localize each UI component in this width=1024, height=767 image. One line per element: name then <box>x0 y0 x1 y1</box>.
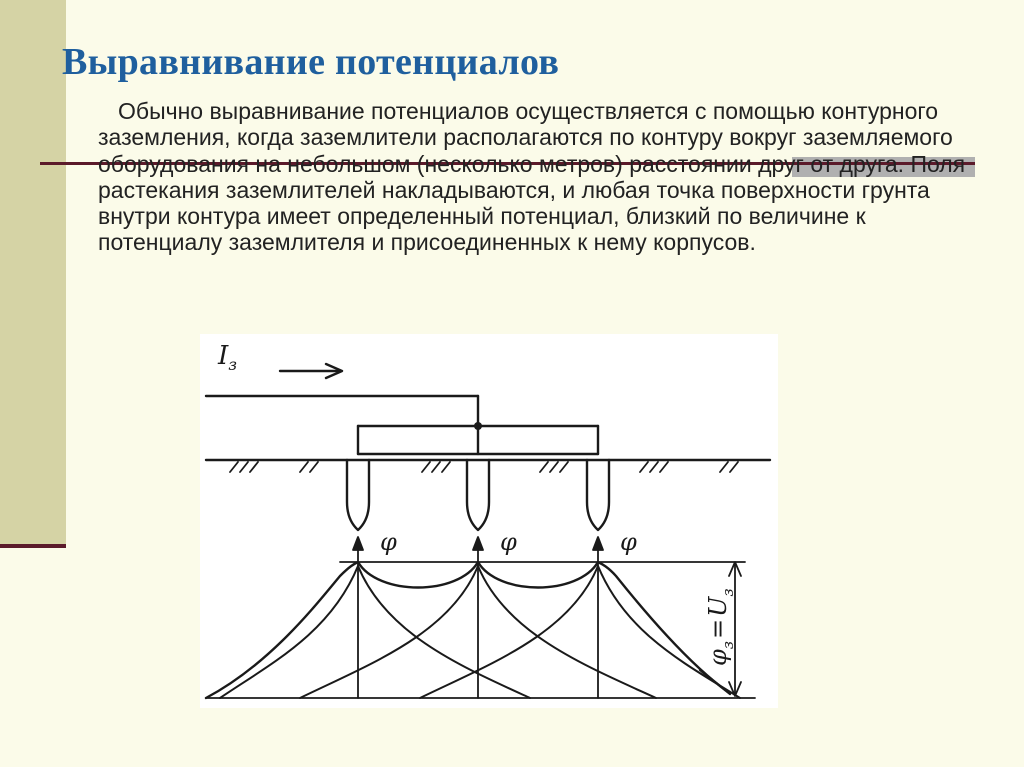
current-arrow <box>280 364 342 378</box>
left-accent-band <box>0 0 66 548</box>
left-band-rule <box>0 544 66 548</box>
feed-conductor <box>206 396 598 454</box>
phi-label-3: φ <box>620 528 637 556</box>
phi-z-equals-u-z-label: $\varphi_з=U_з$ <box>704 588 737 666</box>
electrode-3 <box>587 460 609 530</box>
resultant-potential-curve <box>206 562 728 698</box>
electrode-2 <box>467 460 489 530</box>
phi-label-2: φ <box>500 528 517 556</box>
potential-equalization-diagram <box>200 334 778 708</box>
electrode-1 <box>347 460 369 530</box>
phi-label-1: φ <box>380 528 397 556</box>
body-paragraph: Обычно выравнивание потенциалов осуществляется с помощью контурного заземления, когда заземлители располагаются по контуру вокруг заземляемого оборудования на небольшом (несколько метров) расстоянии друг от друга. Поля растекания заземлителей накладываются, и любая точка поверхности грунта внутри контура имеет определенный потенциал, близкий по величине к потенциалу заземлителя и присоединенных к нему корпусов. <box>98 98 966 256</box>
slide-title: Выравнивание потенциалов <box>62 41 560 83</box>
current-label: $I_з$ <box>218 341 238 374</box>
